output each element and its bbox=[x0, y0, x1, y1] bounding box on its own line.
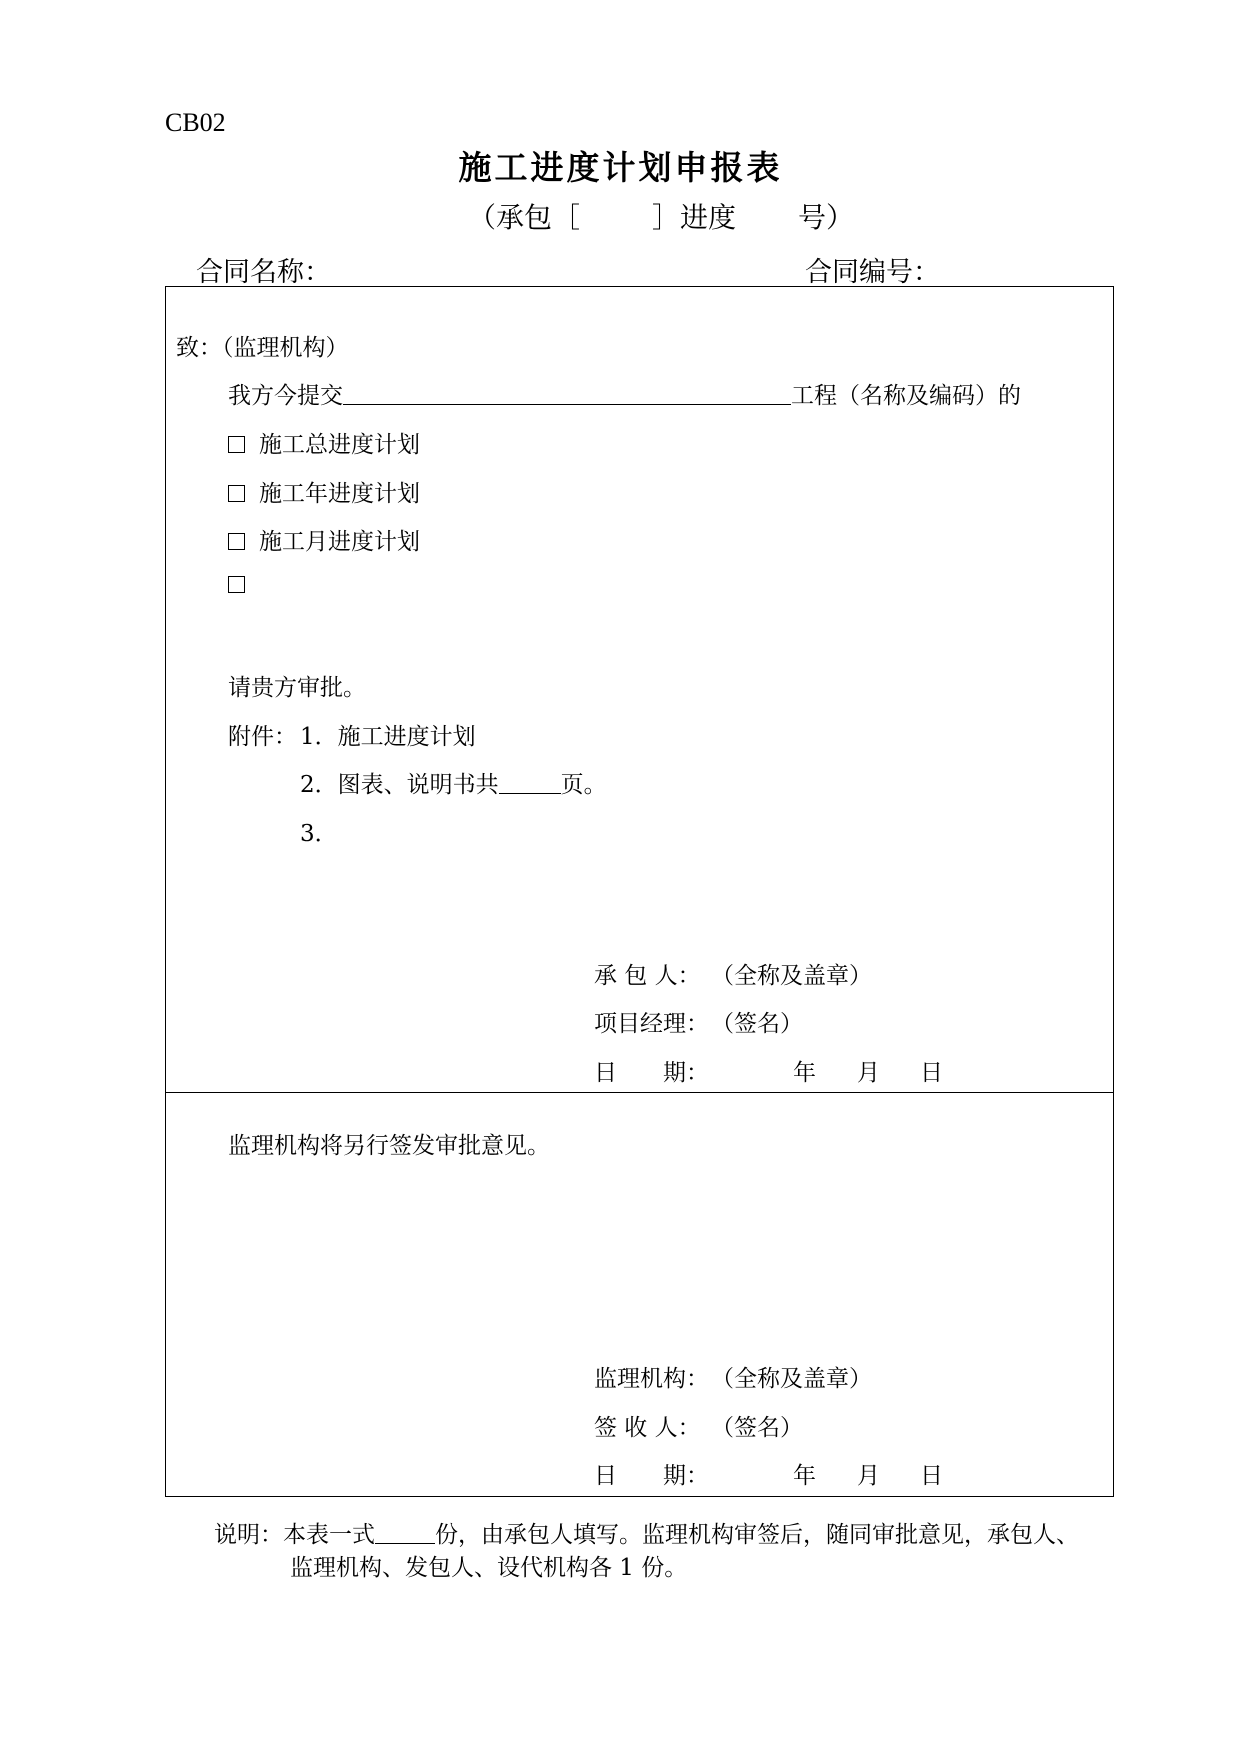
attachment-2-prefix: 2．图表、说明书共 bbox=[300, 772, 499, 798]
checkbox-annual-plan[interactable] bbox=[228, 485, 245, 502]
supervisor-party-label: 监理机构： bbox=[594, 1366, 709, 1392]
checkbox-other-plan[interactable] bbox=[228, 576, 245, 593]
supervisor-receiver-label: 签 收 人： bbox=[594, 1415, 701, 1441]
checkbox-monthly-plan[interactable] bbox=[228, 533, 245, 550]
contract-number-label: 合同编号： bbox=[805, 257, 940, 288]
note-prefix: 本表一式 bbox=[283, 1522, 375, 1548]
contractor-date-year: 年 bbox=[793, 1060, 816, 1086]
option-label: 施工年进度计划 bbox=[259, 481, 420, 507]
note-line-2: 监理机构、发包人、设代机构各 1 份。 bbox=[290, 1555, 688, 1581]
section-divider bbox=[166, 1092, 1113, 1093]
note-line-1 bbox=[214, 1516, 1079, 1549]
to-line: 致：（监理机构） bbox=[176, 335, 349, 361]
option-annual-plan[interactable] bbox=[228, 475, 420, 508]
submit-line bbox=[228, 377, 1021, 410]
option-label: 施工总进度计划 bbox=[259, 432, 420, 458]
option-total-plan[interactable] bbox=[228, 426, 420, 459]
attachments-label: 附件： bbox=[228, 724, 297, 750]
note-label: 说明： bbox=[214, 1522, 283, 1548]
option-label: 施工月进度计划 bbox=[259, 529, 420, 555]
attachment-3: 3． bbox=[300, 821, 338, 847]
supervisor-date-month: 月 bbox=[857, 1463, 880, 1489]
attachment-2-suffix: 页。 bbox=[560, 772, 607, 798]
supervisor-date-label: 日 期： bbox=[594, 1463, 709, 1489]
form-subtitle bbox=[468, 196, 854, 236]
note-suffix: 份，由承包人填写。监理机构审签后，随同审批意见，承包人、 bbox=[435, 1522, 1079, 1548]
option-monthly-plan[interactable] bbox=[228, 523, 420, 556]
form-title: 施工进度计划申报表 bbox=[458, 148, 783, 187]
attachment-1: 1．施工进度计划 bbox=[300, 724, 476, 750]
checkbox-total-plan[interactable] bbox=[228, 436, 245, 453]
request-text: 请贵方审批。 bbox=[228, 675, 366, 701]
subtitle-middle: ］进度 bbox=[652, 201, 737, 234]
contractor-party-label: 承 包 人： bbox=[594, 963, 701, 989]
project-name-blank[interactable] bbox=[343, 386, 791, 405]
form-code: CB02 bbox=[165, 108, 226, 137]
subtitle-prefix: （承包［ bbox=[468, 201, 581, 234]
supervisor-opinion: 监理机构将另行签发审批意见。 bbox=[228, 1133, 550, 1159]
option-other-plan[interactable] bbox=[228, 572, 259, 598]
supervisor-date-day: 日 bbox=[920, 1463, 943, 1489]
attachment-2 bbox=[300, 766, 607, 799]
supervisor-receiver-value: （签名） bbox=[711, 1415, 803, 1441]
form-table bbox=[165, 286, 1114, 1497]
submit-suffix: 工程（名称及编码）的 bbox=[791, 383, 1021, 409]
contractor-party-value: （全称及盖章） bbox=[711, 963, 872, 989]
contract-name-label: 合同名称： bbox=[196, 257, 331, 288]
contractor-manager-label: 项目经理： bbox=[594, 1011, 709, 1037]
copies-blank[interactable] bbox=[375, 1525, 435, 1544]
contractor-date-day: 日 bbox=[920, 1060, 943, 1086]
page-count-blank[interactable] bbox=[499, 775, 561, 794]
contractor-manager-value: （签名） bbox=[711, 1011, 803, 1037]
submit-prefix: 我方今提交 bbox=[228, 383, 343, 409]
supervisor-party-value: （全称及盖章） bbox=[711, 1366, 872, 1392]
contractor-date-label: 日 期： bbox=[594, 1060, 709, 1086]
contractor-date-month: 月 bbox=[857, 1060, 880, 1086]
subtitle-suffix: 号） bbox=[798, 201, 855, 234]
supervisor-date-year: 年 bbox=[793, 1463, 816, 1489]
